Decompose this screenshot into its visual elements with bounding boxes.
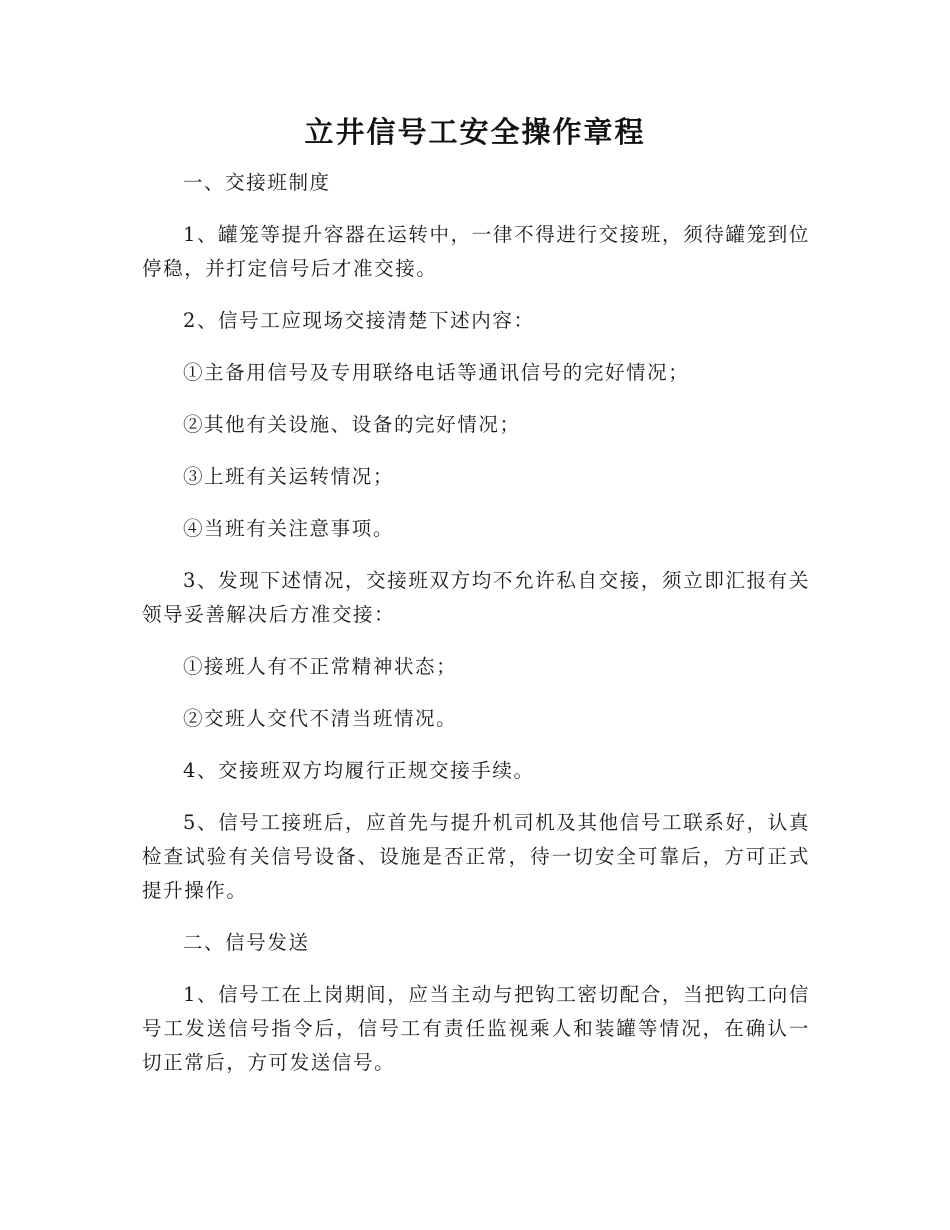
paragraph: 2、信号工应现场交接清楚下述内容：	[182, 309, 535, 332]
list-item: ④当班有关注意事项。	[182, 517, 394, 540]
paragraph: 4、交接班双方均履行正规交接手续。	[182, 759, 535, 782]
list-item: ①接班人有不正常精神状态；	[182, 655, 458, 678]
list-item: ③上班有关运转情况；	[182, 465, 394, 488]
paragraph: 1、罐笼等提升容器在运转中，一律不得进行交接班，须待罐笼到位停稳，并打定信号后才准交接。	[142, 223, 810, 280]
list-item: ②其他有关设施、设备的完好情况；	[182, 413, 521, 436]
paragraph: 5、信号工接班后，应首先与提升机司机及其他信号工联系好，认真检查试验有关信号设备、设施是否正常，待一切安全可靠后，方可正式提升操作。	[142, 811, 810, 902]
list-item: ②交班人交代不清当班情况。	[182, 707, 458, 730]
paragraph: 3、发现下述情况，交接班双方均不允许私自交接，须立即汇报有关领导妥善解决后方准交接：	[142, 569, 810, 626]
document-body	[142, 166, 810, 1098]
section-heading: 一、交接班制度	[182, 171, 331, 194]
document-title: 立井信号工安全操作章程	[304, 115, 646, 149]
section-heading: 二、信号发送	[182, 931, 310, 954]
list-item: ①主备用信号及专用联络电话等通讯信号的完好情况；	[182, 361, 690, 384]
paragraph: 1、信号工在上岗期间，应当主动与把钩工密切配合，当把钩工向信号工发送信号指令后，信号工有责任监视乘人和装罐等情况，在确认一切正常后，方可发送信号。	[142, 983, 810, 1074]
